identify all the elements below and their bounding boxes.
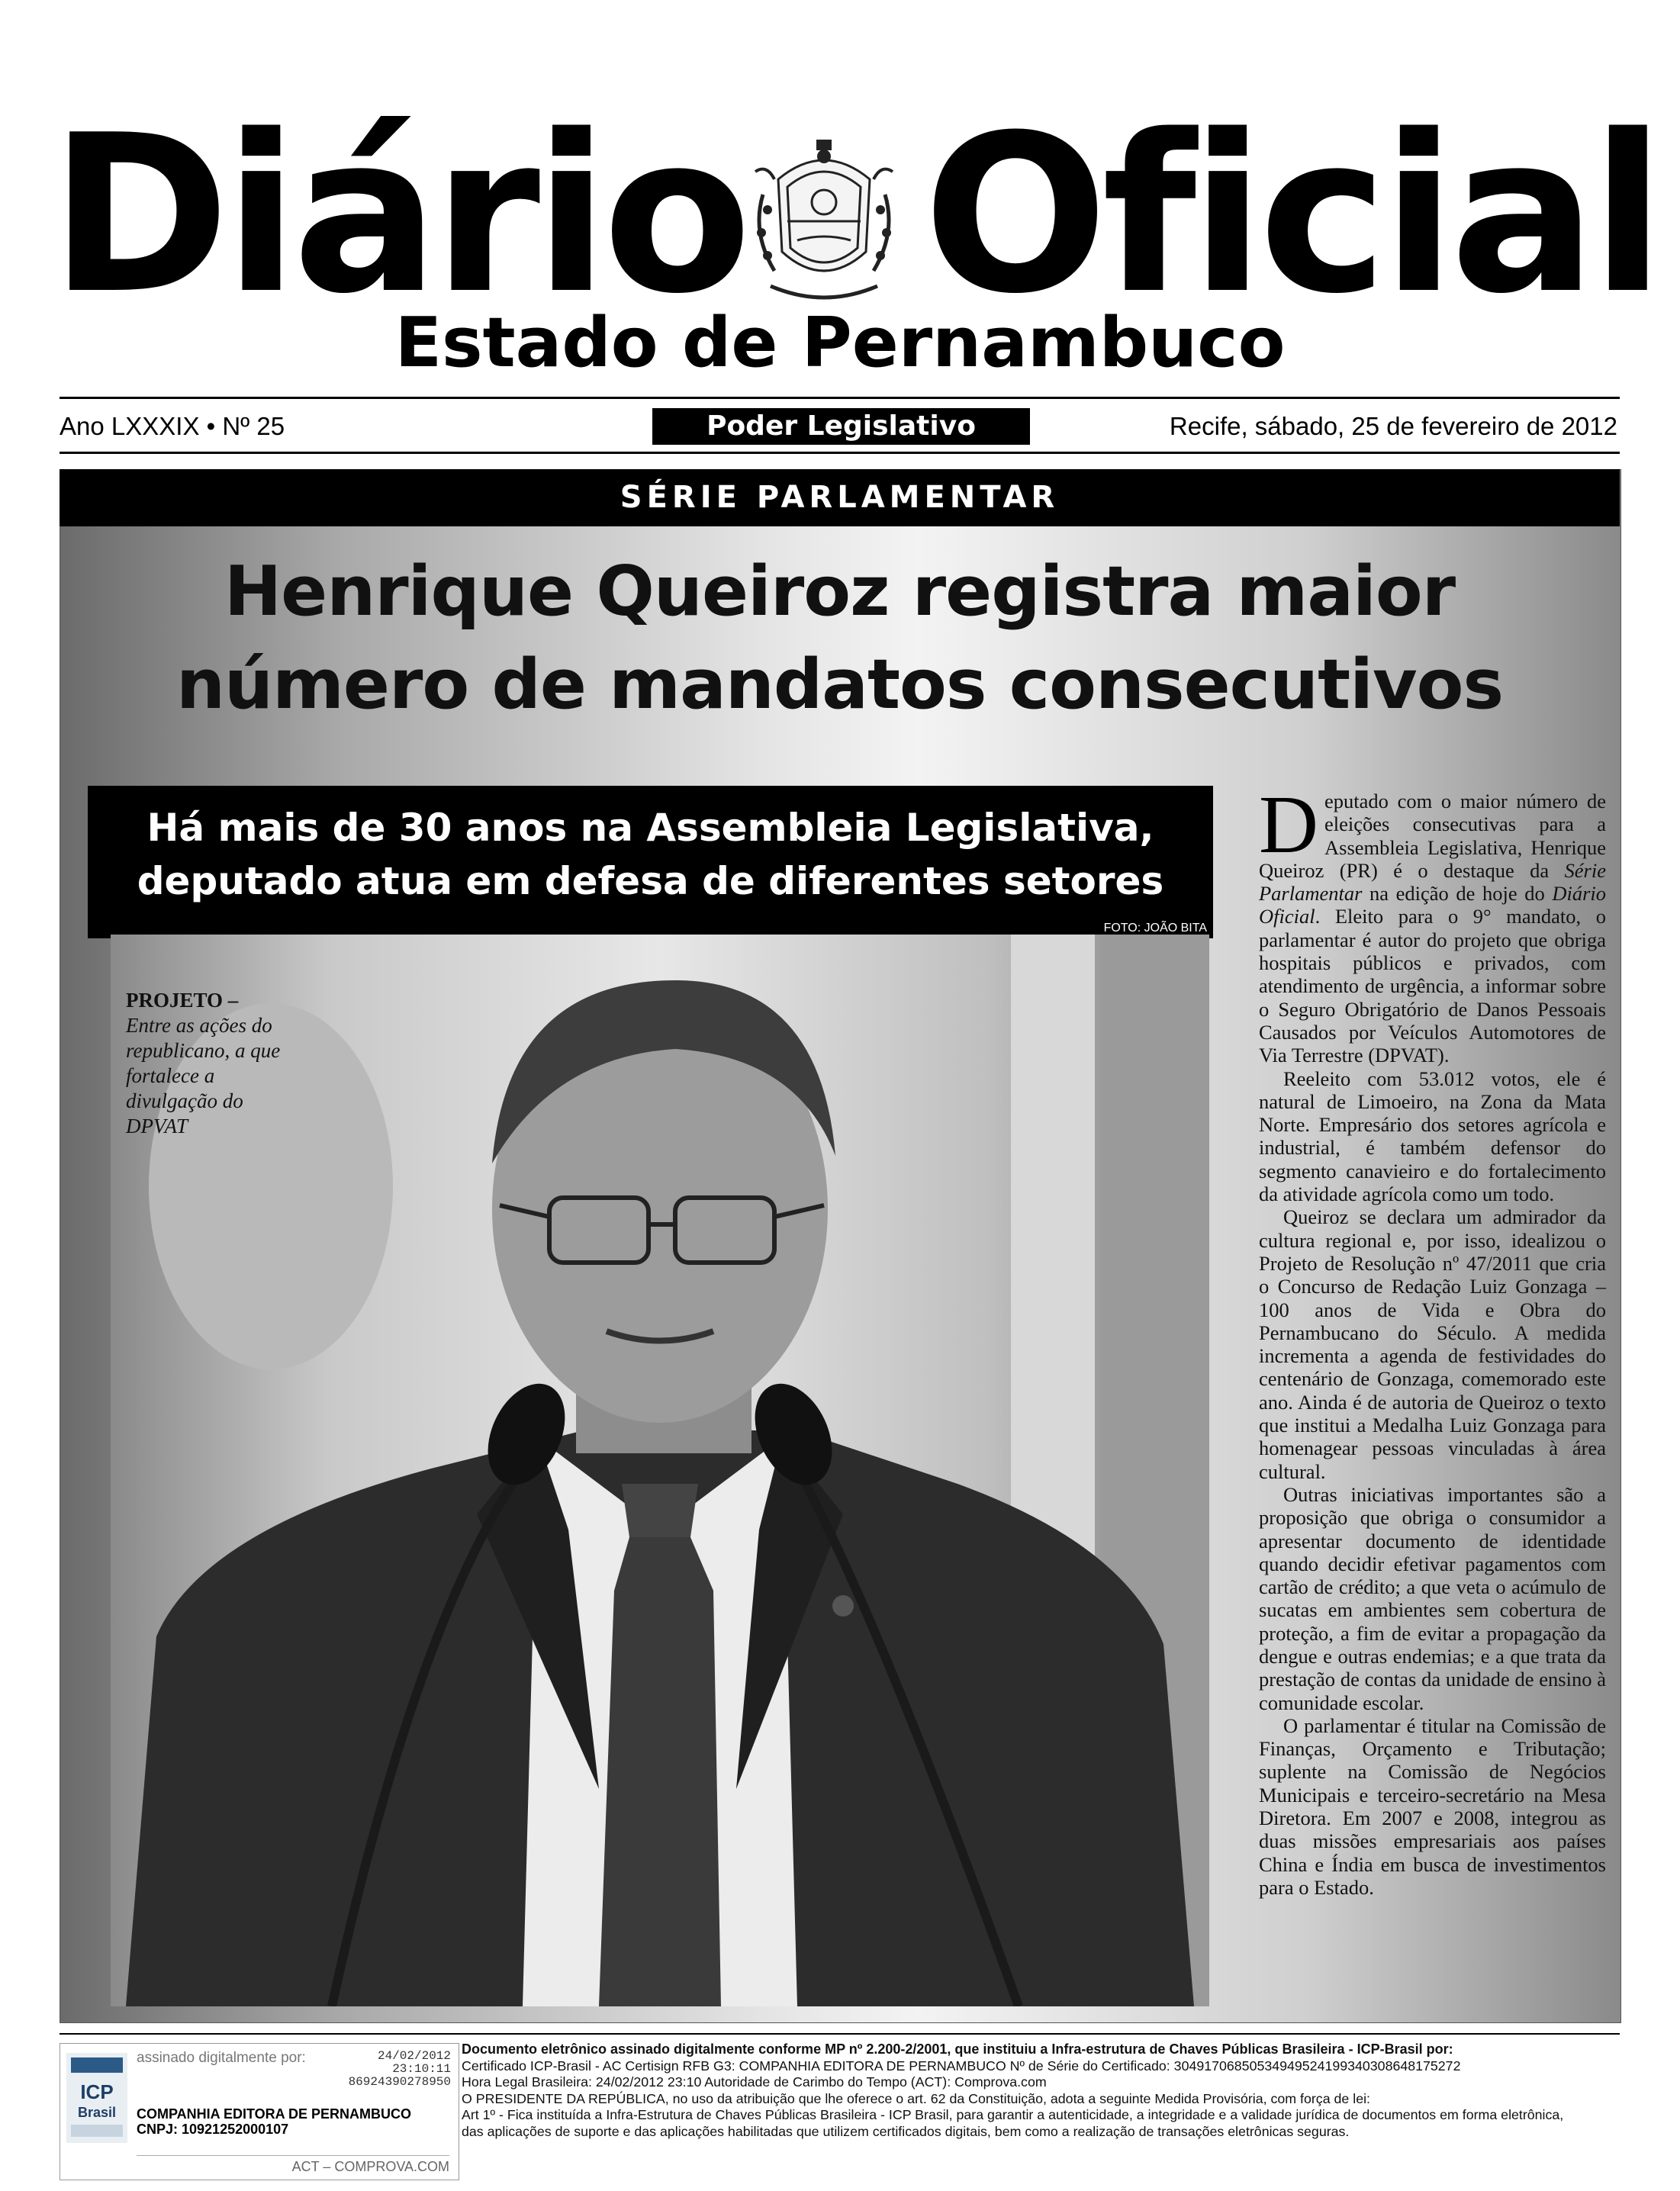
article-p1-mid: na edição de hoje do [1362,882,1553,906]
edition-date: Recife, sábado, 25 de fevereiro de 2012 [1169,412,1617,440]
article-body [1259,780,1606,1899]
icp-logo-text: ICP [80,2080,114,2103]
coat-of-arms-seal-icon [732,126,916,309]
series-banner: SÉRIE PARLAMENTAR [60,469,1620,526]
headline-line-1: Henrique Queiroz registra maior [224,552,1456,632]
legal-article-1: Art 1º - Fica instituída a Infra-Estrutura de Chaves Públicas Brasileira - ICP Brasil, para garantir a autenticidade, a integridade e a validade jurídica de documentos em forma eletrônica, [462,2107,1564,2123]
signed-by-label: assinado digitalmente por: [137,2050,306,2066]
legal-article-1-cont: das aplicações de suporte e das aplicações habilitadas que utilizem certificados digitais, bem como a realização de transações eletrônicas seguras. [462,2123,1350,2139]
caption-text: Entre as ações do republicano, a que fortalece a divulgação do DPVAT [126,1014,281,1137]
article-p1-series-name: Série Parlamentar [1259,858,1606,906]
legal-time: Hora Legal Brasileira: 24/02/2012 23:10 Autoridade de Carimbo do Tempo (ACT): Comprova.com [462,2074,1047,2090]
masthead-title-left: Diário [50,88,746,342]
legal-title: Documento eletrônico assinado digitalmente conforme MP nº 2.200-2/2001, que instituiu a Infra-estrutura de Chaves Públicas Brasileira - ICP-Brasil por: [462,2041,1453,2057]
article-paragraph-5: O parlamentar é titular na Comissão de Finanças, Orçamento e Tributação; suplente na Comissão de Negócios Municipais e terceiro-secretário na Mesa Diretora. Em 2007 e 2008, integrou as duas missões empresariais aos países China e Índia em busca de investimentos para o Estado. [1259,1713,1606,1899]
signer-cnpj: CNPJ: 10921252000107 [137,2122,289,2137]
legal-notice [462,2041,1621,2141]
headline-line-2: número de mandatos consecutivos [175,645,1504,725]
digital-signature-box [60,2043,459,2180]
signature-time: 23:10:11 [392,2062,451,2076]
edition-number: Ano LXXXIX • Nº 25 [60,412,285,440]
signature-serial: 86924390278950 [348,2075,451,2089]
signer-company: COMPANHIA EDITORA DE PERNAMBUCO [137,2106,412,2122]
caption-title: PROJETO – [126,989,239,1012]
masthead-title-right: Oficial [923,88,1659,342]
signature-date: 24/02/2012 [377,2049,451,2063]
article-p1-end: . Eleito para o 9° mandato, o parlamentar é autor do projeto que obriga hospitais públicos e privados, com atendimento de urgência, a informar sobre o Seguro Obrigatório de Danos Pessoais Causados por Veículos Automotores de Via Terrestre (DPVAT). [1259,905,1606,1067]
article-paragraph-1 [1259,780,1606,1067]
subheadline-line-1: Há mais de 30 anos na Assembleia Legislativa, [146,806,1154,850]
headline [60,545,1620,732]
masthead-rule-top [60,397,1620,399]
article-paragraph-2: Reeleito com 53.012 votos, ele é natural de Limoeiro, na Zona da Mata Norte. Empresário dos setores agrícola e industrial, é também defensor do segmento canavieiro e do fortalecimento da atividade agrícola como um todo. [1259,1067,1606,1206]
subheadline-block [88,786,1213,938]
article-p1-paper-name: Diário Oficial [1259,882,1606,928]
footer-rule [60,2033,1620,2035]
masthead-subtitle: Estado de Pernambuco [394,303,1286,383]
photo-caption [126,988,301,1139]
icp-logo-subtext: Brasil [77,2105,117,2120]
section-badge: Poder Legislativo [652,408,1030,445]
timestamp-authority: ACT – COMPROVA.COM [137,2155,449,2175]
masthead-rule-bottom [60,452,1620,454]
article-p1-text: eputado com o maior número de eleições consecutivas para a Assembleia Legislativa, Henrique Queiroz (PR) é o destaque da [1259,790,1606,882]
icp-brasil-logo-icon [66,2053,127,2143]
deputy-photo [111,935,1209,2006]
subheadline-line-2: deputado atua em defesa de diferentes setores [137,859,1164,903]
article-paragraph-4: Outras iniciativas importantes são a proposição que obriga o consumidor a apresentar documento de identidade quando decidir efetivar pagamentos com cartão de crédito; a que veta o acúmulo de sucatas em ambientes sem cobertura de proteção, a fim de evitar a propagação da dengue e outras endemias; e a que trata da prestação de contas da unidade de ensino à comunidade escolar. [1259,1482,1606,1714]
legal-certificate: Certificado ICP-Brasil - AC Certisign RFB G3: COMPANHIA EDITORA DE PERNAMBUCO Nº de Série do Certificado: 30491706850534949524199340308648175272 [462,2057,1461,2074]
photo-credit: FOTO: JOÃO BITA [1103,922,1207,935]
article-paragraph-3: Queiroz se declara um admirador da cultura regional e, por isso, idealizou o Projeto de Resolução nº 47/2011 que cria o Concurso de Redação Luiz Gonzaga – 100 anos de Vida e Obra do Pernambucano do Século. A medida incrementa a agenda de festividades do centenário de Gonzaga, comemorado este ano. Ainda é de autoria de Queiroz o texto que institui a Medalha Luiz Gonzaga para homenagear pessoas vinculadas à área cultural. [1259,1205,1606,1483]
drop-cap: D [1259,780,1318,870]
legal-mp: O PRESIDENTE DA REPÚBLICA, no uso da atribuição que lhe oferece o art. 62 da Constituição, adota a seguinte Medida Provisória, com força de lei: [462,2090,1370,2106]
signature-timestamp [349,2050,451,2089]
